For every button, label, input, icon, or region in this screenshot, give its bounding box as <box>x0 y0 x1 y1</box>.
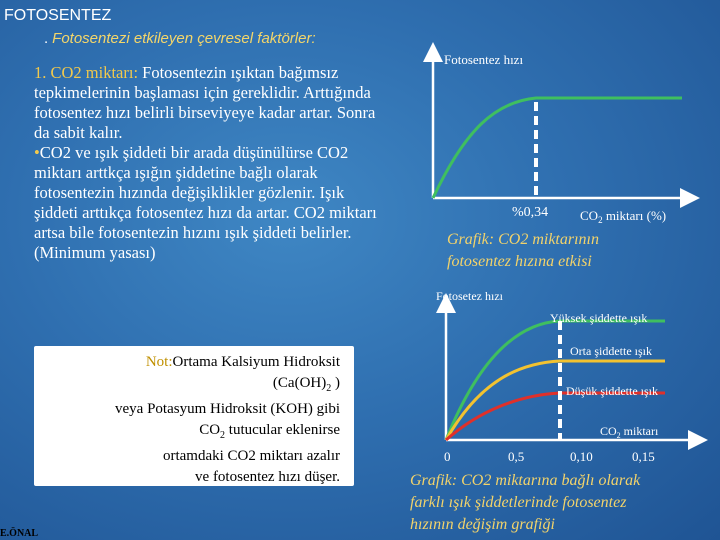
body-text <box>34 63 390 263</box>
graph2-caption-line-3: hızının değişim grafiği <box>410 516 555 533</box>
note-line-6: ve fotosentez hızı düşer. <box>195 469 340 485</box>
subtitle <box>44 30 316 47</box>
paragraph-1: Fotosentezin ışıktan bağımsız tepkimelerinin başlaması için gereklidir. Arttığında fotosentez hızı belirli birseviyeye kadar artar. Sonra da sabit kalır. <box>34 63 376 142</box>
graph2-y-label: Fotosetez hızı <box>436 289 503 303</box>
note-line-3: veya Potasyum Hidroksit (KOH) gibi <box>115 401 340 417</box>
note-line-1: Ortama Kalsiyum Hidroksit <box>172 354 340 370</box>
graph1-caption-line-1: Grafik: CO2 miktarının <box>447 231 599 248</box>
graph2-legend-high: Yüksek şiddette ışık <box>550 311 648 325</box>
graph2-x-label: $CO_2$ miktarı <box>600 424 659 440</box>
page-title: FOTOSENTEZ <box>4 7 112 24</box>
graph2-caption-line-1: Grafik: CO2 miktarına bağlı olarak <box>410 472 641 489</box>
graph1-caption-line-2: fotosentez hızına etkisi <box>447 253 592 270</box>
note-text <box>40 352 340 488</box>
graph1-tick: %0,34 <box>512 205 549 220</box>
note-line-4b: tutucular eklenirse <box>225 422 340 438</box>
graph2-caption-line-2: farklı ışık şiddetlerinde fotosentez <box>410 494 627 511</box>
note-line-2b: ) <box>331 375 340 391</box>
graph2-tick-2: 0,10 <box>570 449 593 464</box>
graph1-curve <box>433 98 682 198</box>
note-line-4-sub: 2 <box>220 430 226 441</box>
graph1-x-label: $CO_2$ miktarı (%) <box>580 208 667 225</box>
note-line-2-sub: 2 <box>326 383 332 394</box>
graph2-legend-low: Düşük şiddette ışık <box>566 384 658 398</box>
co2-rate-graph <box>420 40 720 230</box>
graph2-caption <box>410 470 640 536</box>
co2-heading: 1. CO2 miktarı: <box>34 63 139 82</box>
note-line-2a: (Ca(OH) <box>272 375 327 391</box>
note-box <box>34 346 354 486</box>
note-line-5: ortamdaki CO2 miktarı azalır <box>162 448 340 464</box>
graph2-legend-medium: Orta şiddette ışık <box>570 344 652 358</box>
graph2-tick-3: 0,15 <box>632 449 655 464</box>
graph2-tick-0: 0 <box>444 449 451 464</box>
light-intensity-graph <box>410 285 720 470</box>
note-label: Not: <box>145 354 173 370</box>
paragraph-2: CO2 ve ışık şiddeti bir arada düşünülürse CO2 miktarı arttkça ışığın şiddetine bağlı olarak fotosentezin hızında değişiklikler gözlenir. Işık şiddeti arttıkça fotosentez hızı da artar. CO2 miktarı artsa bile fotosentezin hızını ışık şiddeti belirler. (Minimum yasası) <box>34 143 377 262</box>
bullet-marker: • <box>34 143 40 162</box>
graph1-caption <box>447 229 599 273</box>
subtitle-dot: . <box>44 30 49 47</box>
author-name: E.ÖNAL <box>0 528 39 539</box>
graph2-tick-1: 0,5 <box>508 449 525 464</box>
graph1-y-label: Fotosentez hızı <box>444 52 524 67</box>
subtitle-text: Fotosentezi etkileyen çevresel faktörler: <box>52 30 316 47</box>
graph2-series-high <box>446 321 665 440</box>
note-line-4a: CO <box>199 422 221 438</box>
